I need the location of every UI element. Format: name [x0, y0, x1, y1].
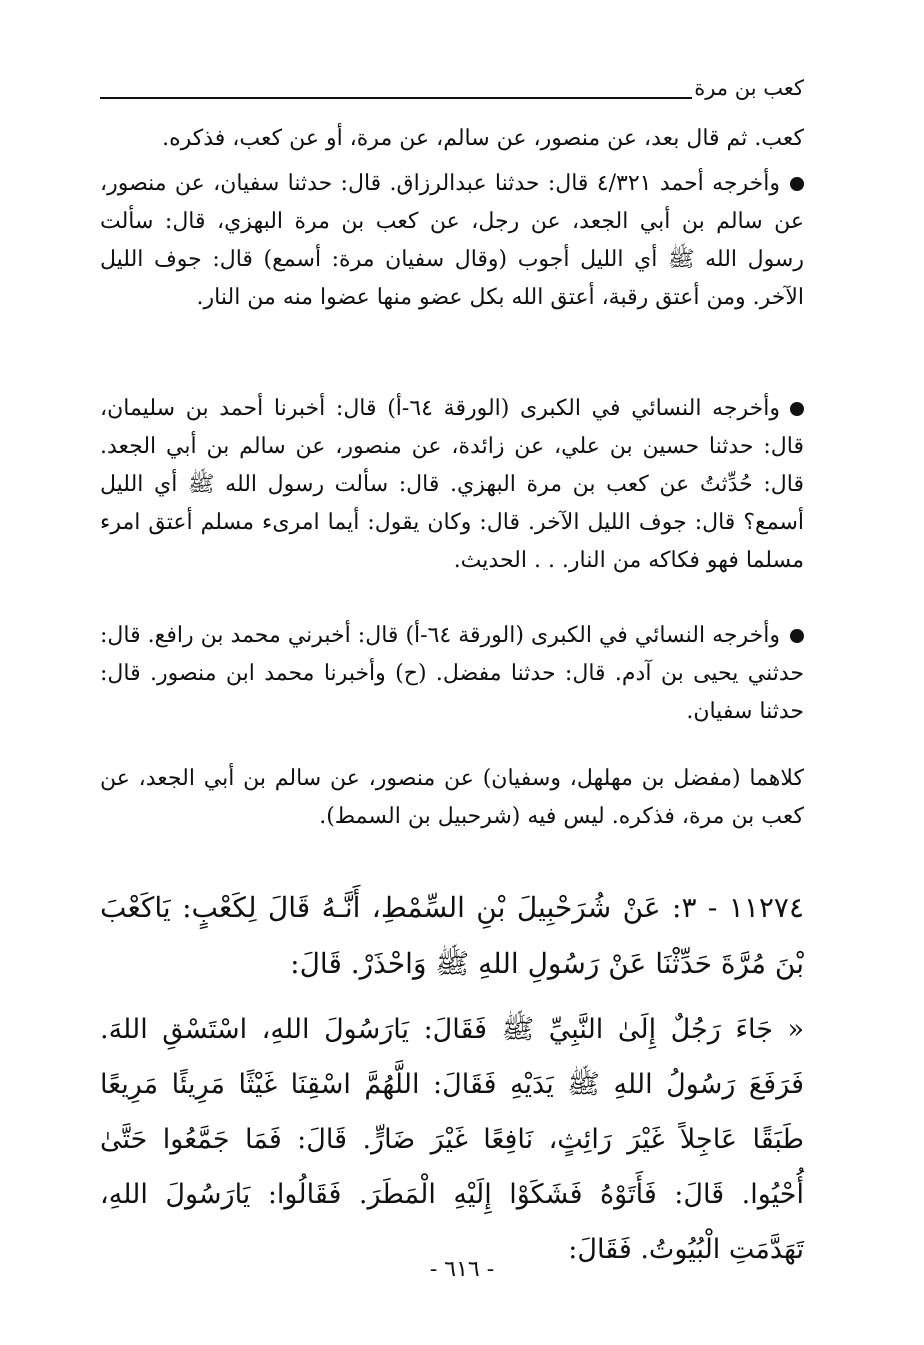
page-number: - ٦١٦ -: [429, 1257, 495, 1282]
paragraph-4: [100, 617, 804, 731]
paragraph-1: [100, 120, 804, 158]
paragraph-3-text: وأخرجه النسائي في الكبرى (الورقة ٦٤-أ) قال: أخبرنا أحمد بن سليمان، قال: حدثنا حسين بن علي، عن زائدة، عن منصور، عن سالم بن أبي الجعد. قال: حُدِّثتُ عن كعب بن مرة البهزي. قال: سألت رسول الله ﷺ أي الليل أسمع؟ قال: جوف الليل الآخر. قال: وكان يقول: أيما امرىء مسلم أعتق امرء مسلما فهو فكاكه من النار. . . الحديث.: [100, 396, 804, 573]
bullet-icon: [790, 177, 804, 191]
bullet-icon: [790, 402, 804, 416]
hadith-heading: [100, 880, 804, 992]
paragraph-3: [100, 390, 804, 580]
header-rule: [100, 97, 692, 99]
hadith-heading-text: ١١٢٧٤ - ٣: عَنْ شُرَحْبِيلَ بْنِ السِّمْطِ، أَنَّـهُ قَالَ لِكَعْبٍ: يَاكَعْبَ بْنَ مُرَّةَ حَدِّثْنَا عَنْ رَسُولِ اللهِ ﷺ وَاحْذَرْ. قَالَ:: [100, 891, 804, 980]
page-header: [100, 74, 804, 104]
paragraph-2: [100, 165, 804, 317]
running-header-title: كعب بن مرة: [694, 76, 804, 100]
paragraph-5-text: كلاهما (مفضل بن مهلهل، وسفيان) عن منصور، عن سالم بن أبي الجعد، عن كعب بن مرة، فذكره. ليس فيه (شرحبيل بن السمط).: [100, 766, 804, 829]
paragraph-1-text: كعب. ثم قال بعد، عن منصور، عن سالم، عن مرة، أو عن كعب، فذكره.: [162, 126, 804, 151]
bullet-icon: [790, 629, 804, 643]
hadith-body-text: « جَاءَ رَجُلٌ إِلَىٰ النَّبِيِّ ﷺ فَقَالَ: يَارَسُولَ اللهِ، اسْتَسْقِ اللهَ. فَرَفَعَ رَسُولُ اللهِ ﷺ يَدَيْهِ فَقَالَ: اللَّهُمَّ اسْقِنَا غَيْثًا مَرِيئًا مَرِيعًا طَبَقًا عَاجِلاً غَيْرَ رَائِثٍ، نَافِعًا غَيْرَ ضَارٍّ. قَالَ: فَمَا جَمَّعُوا حَتَّىٰ أُحْيُوا. قَالَ: فَأَتَوْهُ فَشَكَوْا إِلَيْهِ الْمَطَرَ. فَقَالُوا: يَارَسُولَ اللهِ، تَهَدَّمَتِ الْبُيُوتُ. فَقَالَ:: [100, 1014, 804, 1265]
paragraph-5: [100, 760, 804, 836]
paragraph-4-text: وأخرجه النسائي في الكبرى (الورقة ٦٤-أ) قال: أخبرني محمد بن رافع. قال: حدثني يحيى بن آدم. قال: حدثنا مفضل. (ح) وأخبرنا محمد ابن منصور. قال: حدثنا سفيان.: [100, 623, 804, 724]
hadith-body: [100, 1002, 804, 1277]
paragraph-2-text: وأخرجه أحمد ٤/٣٢١ قال: حدثنا عبدالرزاق. قال: حدثنا سفيان، عن منصور، عن سالم بن أبي الجعد، عن رجل، عن كعب بن مرة البهزي، قال: سألت رسول الله ﷺ أي الليل أجوب (وقال سفيان مرة: أسمع) قال: جوف الليل الآخر. ومن أعتق رقبة، أعتق الله بكل عضو منها عضوا منه من النار.: [100, 171, 804, 310]
